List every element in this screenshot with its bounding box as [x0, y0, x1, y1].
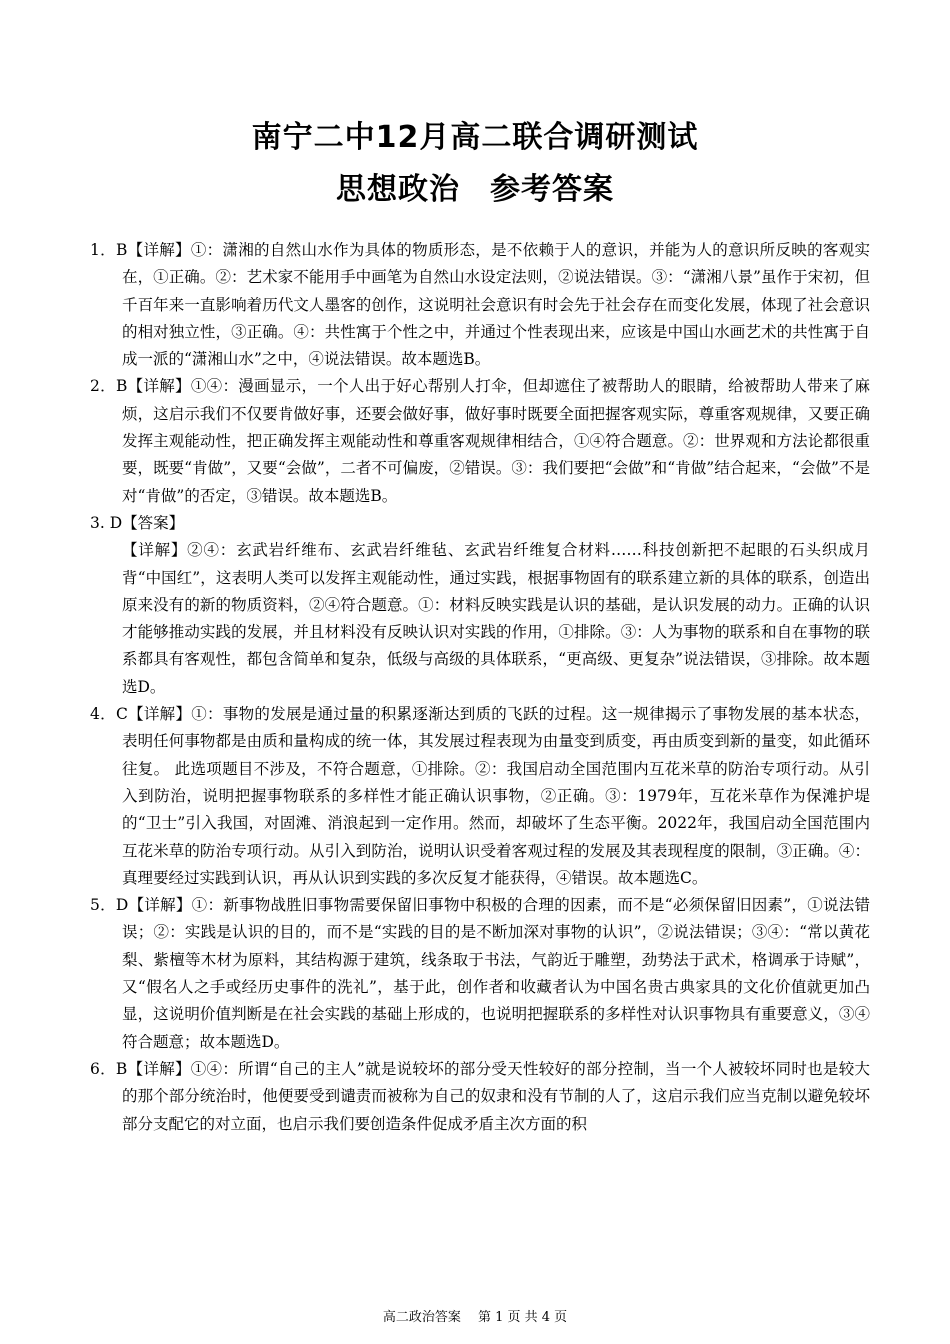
answer-item-2 [90, 373, 870, 509]
answer-lead: 6．B【详解】 [90, 1059, 191, 1078]
document-subtitle [0, 164, 950, 208]
answer-explanation: ①④：漫画显示，一个人出于好心帮别人打伞，但却遮住了被帮助人的眼睛，给被帮助人带来了麻烦，这启示我们不仅要肯做好事，还要会做好事，做好事时既要全面把握客观实际，尊重客观规律，又要正确发挥主观能动性，把正确发挥主观能动性和尊重客观规律相结合，①④符合题意。②：世界观和方法论都很重要，既要“肯做”，又要“会做”，二者不可偏废，②错误。③：我们要把“会做”和“肯做”结合起来，“会做”不是对“肯做”的否定，③错误。故本题选B。 [122, 377, 870, 505]
answer-key-label: 参考答案 [490, 172, 614, 207]
answer-lead: 1．B【详解】 [90, 241, 191, 259]
answer-item-3 [90, 510, 870, 701]
answer-list [90, 237, 870, 1138]
answer-explanation: 【详解】②④：玄武岩纤维布、玄武岩纤维毡、玄武岩纤维复合材料……科技创新把不起眼的石头织成月背“中国红”，这表明人类可以发挥主观能动性，通过实践，根据事物固有的联系建立新的具体的联系，创造出原来没有的新的物质资料，②④符合题意。①：材料反映实践是认识的基础，是认识发展的动力。正确的认识才能够推动实践的发展，并且材料没有反映认识对实践的作用，①排除。③：人为事物的联系和自在事物的联系都具有客观性，都包含简单和复杂，低级与高级的具体联系，“更高级、更复杂”说法错误，③排除。故本题选D。 [122, 541, 870, 696]
answer-item-1 [90, 237, 870, 373]
answer-explanation: ①④：所谓“自己的主人”就是说较坏的部分受天性较好的部分控制，当一个人被较坏同时也是较大的那个部分统治时，他便要受到谴责而被称为自己的奴隶和没有节制的人了，这启示我们应当克制以避免较坏部分支配它的对立面，也启示我们要创造条件促成矛盾主次方面的积 [122, 1059, 870, 1133]
answer-lead: 4．C【详解】 [90, 705, 192, 724]
answer-lead: 3. D【答案】 [90, 513, 185, 532]
answer-explanation: ①：新事物战胜旧事物需要保留旧事物中积极的合理的因素，而不是“必须保留旧因素”，①说法错误；②：实践是认识的目的，而不是“实践的目的是不断加深对事物的认识”，②说法错误；③④：“常以黄花梨、紫檀等木材为原料，其结构源于建筑，线条取于书法，气韵近于雕塑，劲势法于武术，格调承于诗赋”，又“假名人之手或经历史事件的洗礼”，基于此，创作者和收藏者认为中国名贵古典家具的文化价值就更加凸显，这说明价值判断是在社会实践的基础上形成的，也说明把握联系的多样性对认识事物具有重要意义，③④符合题意；故本题选D。 [122, 896, 870, 1051]
answer-lead: 2．B【详解】 [90, 377, 191, 396]
answer-explanation: ①：潇湘的自然山水作为具体的物质形态，是不依赖于人的意识，并能为人的意识所反映的客观实在，①正确。②：艺术家不能用手中画笔为自然山水设定法则，②说法错误。③：“潇湘八景”虽作于宋初，但千百年来一直影响着历代文人墨客的创作，这说明社会意识有时会先于社会存在而变化发展，体现了社会意识的相对独立性，③正确。④：共性寓于个性之中，并通过个性表现出来，应该是中国山水画艺术的共性寓于自成一派的“潇湘山水”之中，④说法错误。故本题选B。 [122, 241, 870, 369]
answer-item-6 [90, 1056, 870, 1138]
answer-item-4 [90, 701, 870, 892]
subject-label: 思想政治 [336, 172, 460, 207]
document-title: 南宁二中12月高二联合调研测试 [251, 120, 699, 155]
answer-explanation: ①：事物的发展是通过量的积累逐渐达到质的飞跃的过程。这一规律揭示了事物发展的基本状态，表明任何事物都是由质和量构成的统一体，其发展过程表现为由量变到质变，再由质变到新的量变，如此循环往复。 此选项题目不涉及，不符合题意，①排除。②：我国启动全国范围内互花米草的防治专项行动。从引入到防治，说明把握事物联系的多样性才能正确认识事物，②正确。③：1979年，互花米草作为保滩护堤的“卫士”引入我国，对固滩、消浪起到一定作用。然而，却破坏了生态平衡。2022年，我国启动全国范围内互花米草的防治专项行动。从引入到防治，说明认识受着客观过程的发展及其表现程度的限制，③正确。④：真理要经过实践到认识，再从认识到实践的多次反复才能获得，④错误。故本题选C。 [122, 705, 870, 887]
page-footer: 高二政治答案 第 1 页 共 4 页 [382, 1310, 568, 1325]
answer-lead: 5．D【详解】 [90, 896, 192, 915]
answer-item-5 [90, 892, 870, 1056]
